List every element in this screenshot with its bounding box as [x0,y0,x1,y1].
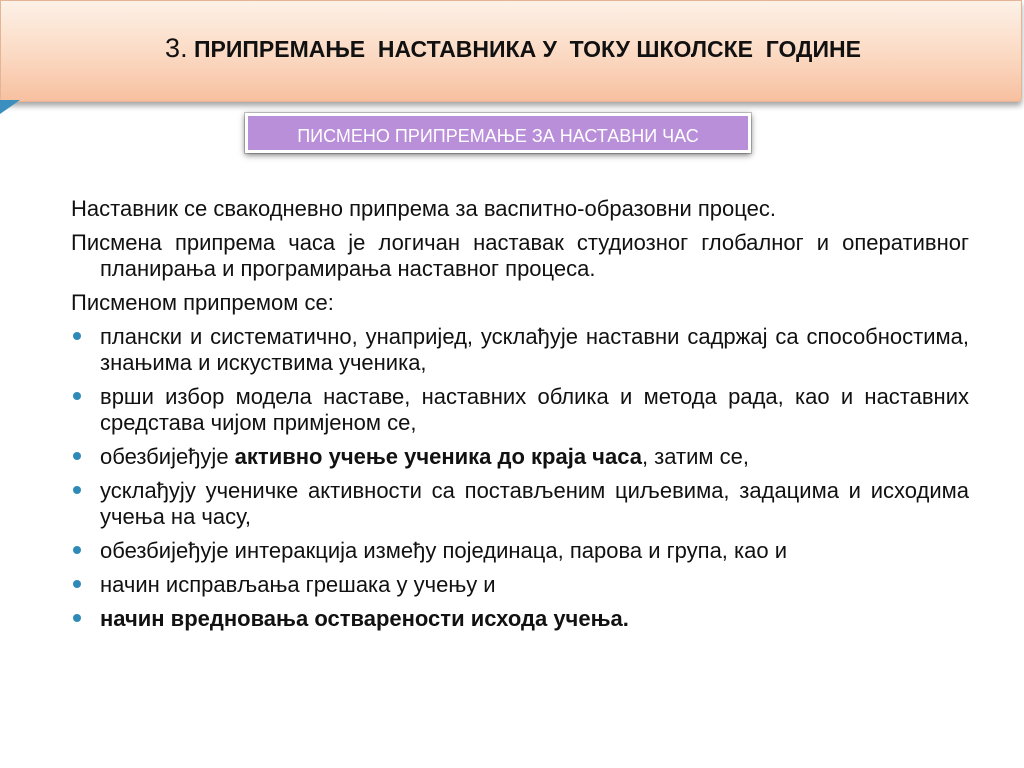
bullet-item [71,478,969,530]
slide-body [71,196,969,640]
subtitle-box: ПИСМЕНО ПРИПРЕМАЊЕ ЗА НАСТАВНИ ЧАС [245,113,751,153]
bullet-bold-text: начин вредновања остварености исхода учења. [100,606,629,631]
bullet-text: обезбијеђује интеракција између појединаца, парова и група, као и [100,538,788,563]
bullet-item [71,572,969,598]
bullet-dot-icon [73,332,81,340]
title-bar [0,0,1022,102]
bullet-item [71,538,969,564]
bullet-item [71,606,969,632]
bullet-dot-icon [73,452,81,460]
bullet-dot-icon [73,392,81,400]
bullet-text: начин исправљања грешака у учењу и [100,572,496,597]
slide-title-text: ПРИПРЕМАЊЕ НАСТАВНИКА У ТОКУ ШКОЛСКЕ ГОДИНЕ [193,36,861,62]
bullet-text: плански и систематично, унапријед, усклађује наставни садржај са способностима, знањима и искуствима ученика, [100,324,969,375]
bullet-dot-icon [73,614,81,622]
bullet-text: врши избор модела наставе, наставних облика и метода рада, као и наставних средстава чијом примјеном се, [100,384,969,435]
bullet-bold-text: активно учење ученика до краја часа [234,444,642,469]
bullet-text-tail: , затим се, [641,444,749,469]
paragraph: Писменом припремом се: [71,290,334,315]
slide-title [1,33,1024,64]
paragraph: Наставник се свакодневно припрема за васпитно-образовни процес. [71,196,776,221]
bullet-item [71,384,969,436]
slide-number: 3. [165,33,188,63]
bullet-text: обезбијеђује [100,444,235,469]
bullet-dot-icon [73,486,81,494]
bullet-dot-icon [73,546,81,554]
bullet-item [71,444,969,470]
paragraph: Писмена припрема часа је логичан наставак студиозног глобалног и оперативног планирања и програмирања наставног процеса. [71,230,969,281]
bullet-dot-icon [73,580,81,588]
bullet-item [71,324,969,376]
title-accent-decoration [0,100,20,114]
bullet-text: усклађују ученичке активности са постављеним циљевима, задацима и исходима учења на часу, [100,478,969,529]
